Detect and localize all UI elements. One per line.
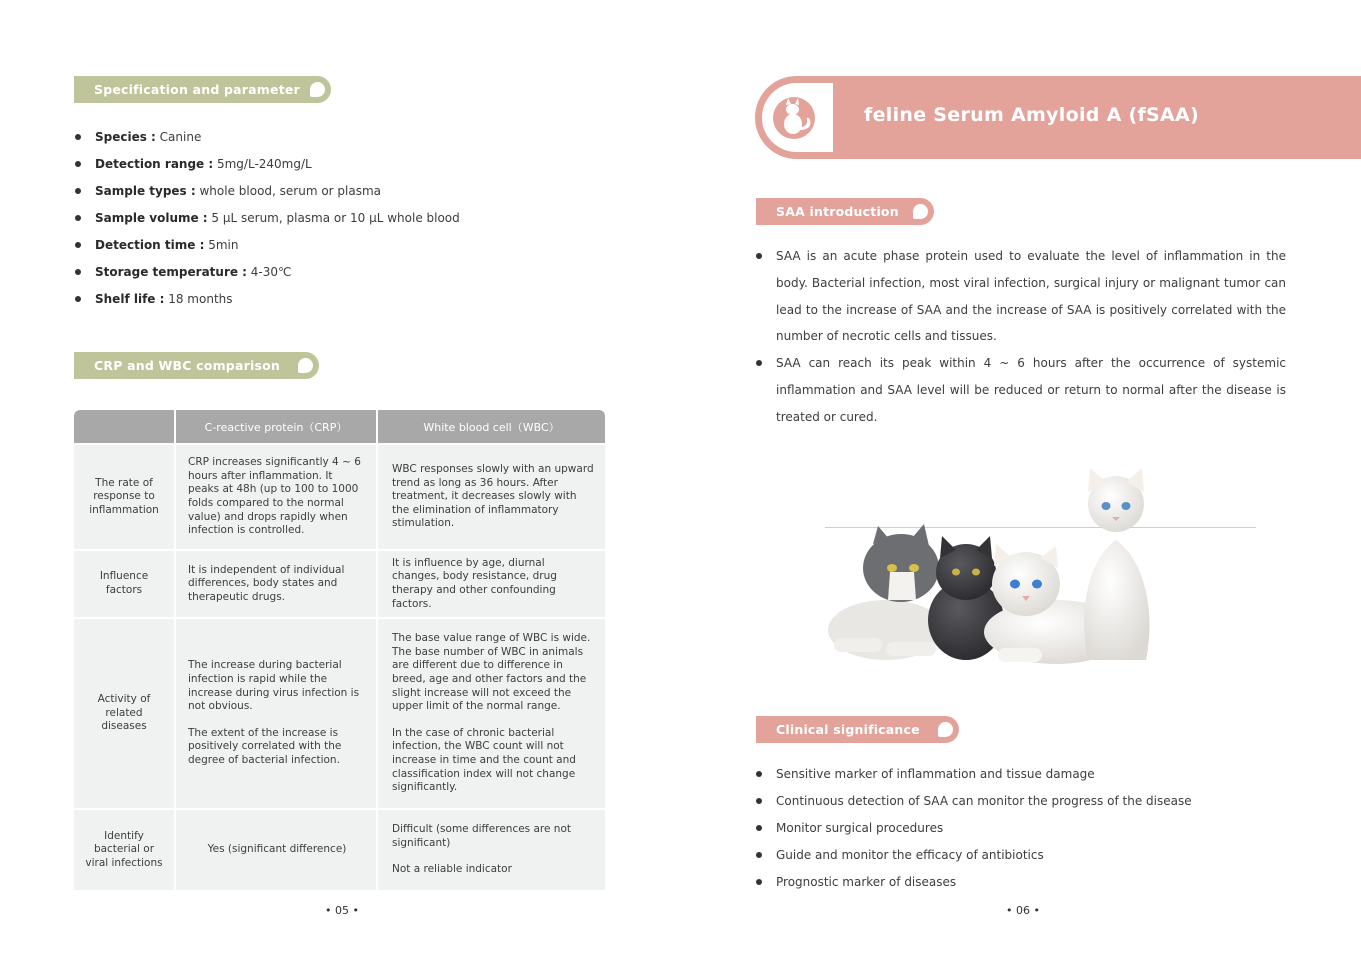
crp-cell-paragraph: The increase during bacterial infection is rapid while the increase during virus infection is not obvious. — [188, 659, 360, 713]
spec-item-species: Species : Canine — [75, 124, 635, 151]
list-item: Prognostic marker of diseases — [756, 869, 1286, 896]
row-header: The rate of response to inflammation — [74, 444, 175, 550]
table-row — [74, 809, 605, 890]
cat-icon — [762, 83, 833, 152]
wbc-cell-paragraph: In the case of chronic bacterial infection, the WBC count will not increase in time and the count and classification index will not change significantly. — [392, 726, 576, 794]
white-sitting-cat — [1084, 468, 1149, 660]
column-header-crp: C-reactive protein（CRP） — [175, 410, 377, 444]
list-item: Sensitive marker of inflammation and tissue damage — [756, 761, 1286, 788]
clinical-section-header — [756, 716, 959, 743]
crp-cell: CRP increases significantly 4 ~ 6 hours after inflammation. It peaks at 48h (up to 100 to 1000 folds compared to the normal value) and drops rapidly when infection is controlled. — [175, 444, 377, 550]
speech-bubble-icon — [913, 204, 928, 219]
saa-intro-list — [756, 243, 1286, 431]
wbc-cell-paragraph: Difficult (some differences are not significant) — [392, 823, 572, 849]
table-row — [74, 444, 605, 550]
wbc-cell — [377, 618, 605, 809]
spec-list — [75, 124, 635, 313]
speech-bubble-icon — [298, 358, 313, 373]
row-header: Influence factors — [74, 550, 175, 618]
speech-bubble-icon — [938, 722, 953, 737]
list-item: SAA can reach its peak within 4 ~ 6 hours after the occurrence of systemic inflammation and SAA level will be reduced or return to normal after the disease is treated or cured. — [756, 350, 1286, 430]
list-item: Guide and monitor the efficacy of antibiotics — [756, 842, 1286, 869]
page-number-right: • 06 • — [1006, 904, 1040, 917]
spec-item-detection-time: Detection time : 5min — [75, 232, 635, 259]
spec-section-header — [74, 76, 331, 103]
cats-photo — [826, 460, 1166, 672]
crp-cell-paragraph: The extent of the increase is positively correlated with the degree of bacterial infection. — [188, 726, 342, 766]
page-title: feline Serum Amyloid A (fSAA) — [864, 104, 1200, 126]
wbc-cell-paragraph: Not a reliable indicator — [392, 863, 512, 876]
clinical-section-title: Clinical significance — [776, 722, 920, 737]
grey-white-cat — [828, 524, 944, 660]
wbc-cell: WBC responses slowly with an upward trend as long as 36 hours. After treatment, it decreases slowly with the elimination of inflammatory stimulation. — [377, 444, 605, 550]
comparison-section-header — [74, 352, 319, 379]
crp-cell: It is independent of individual differences, body states and therapeutic drugs. — [175, 550, 377, 618]
page-number-left: • 05 • — [325, 904, 359, 917]
spec-item-shelf-life: Shelf life : 18 months — [75, 286, 635, 313]
list-item: Continuous detection of SAA can monitor the progress of the disease — [756, 788, 1286, 815]
crp-cell — [175, 618, 377, 809]
row-header: Identify bacterial or viral infections — [74, 809, 175, 890]
table-header-row — [74, 410, 605, 444]
speech-bubble-icon — [310, 82, 325, 97]
crp-cell: Yes (significant difference) — [175, 809, 377, 890]
table-row — [74, 618, 605, 809]
row-header: Activity of related diseases — [74, 618, 175, 809]
spec-item-detection-range: Detection range : 5mg/L-240mg/L — [75, 151, 635, 178]
spec-item-sample-volume: Sample volume : 5 μL serum, plasma or 10 μL whole blood — [75, 205, 635, 232]
spec-item-sample-types: Sample types : whole blood, serum or plasma — [75, 178, 635, 205]
clinical-list — [756, 761, 1286, 896]
list-item: Monitor surgical procedures — [756, 815, 1286, 842]
saa-intro-section-header — [756, 198, 934, 225]
wbc-cell: It is influence by age, diurnal changes, body resistance, drug therapy and other confounding factors. — [377, 550, 605, 618]
saa-intro-section-title: SAA introduction — [776, 204, 899, 219]
wbc-cell-paragraph: The base value range of WBC is wide. The base number of WBC in animals are different due to difference in breed, age and other factors and the slight increase will not exceed the upper limit of the normal range. — [392, 632, 591, 713]
spec-item-storage-temperature: Storage temperature : 4-30℃ — [75, 259, 635, 286]
wbc-cell — [377, 809, 605, 890]
column-header-wbc: White blood cell（WBC） — [377, 410, 605, 444]
list-item: SAA is an acute phase protein used to evaluate the level of inflammation in the body. Bacterial infection, most viral infection, surgical injury or malignant tumor can lead to the increase of SAA and the increase of SAA is positively correlated with the number of necrotic cells and tissues. — [756, 243, 1286, 350]
spec-section-title: Specification and parameter — [94, 82, 300, 97]
crp-wbc-comparison-table — [74, 410, 605, 890]
comparison-section-title: CRP and WBC comparison — [94, 358, 280, 373]
table-corner-cell — [74, 410, 175, 444]
table-row — [74, 550, 605, 618]
banner-icon-holder — [762, 83, 833, 152]
